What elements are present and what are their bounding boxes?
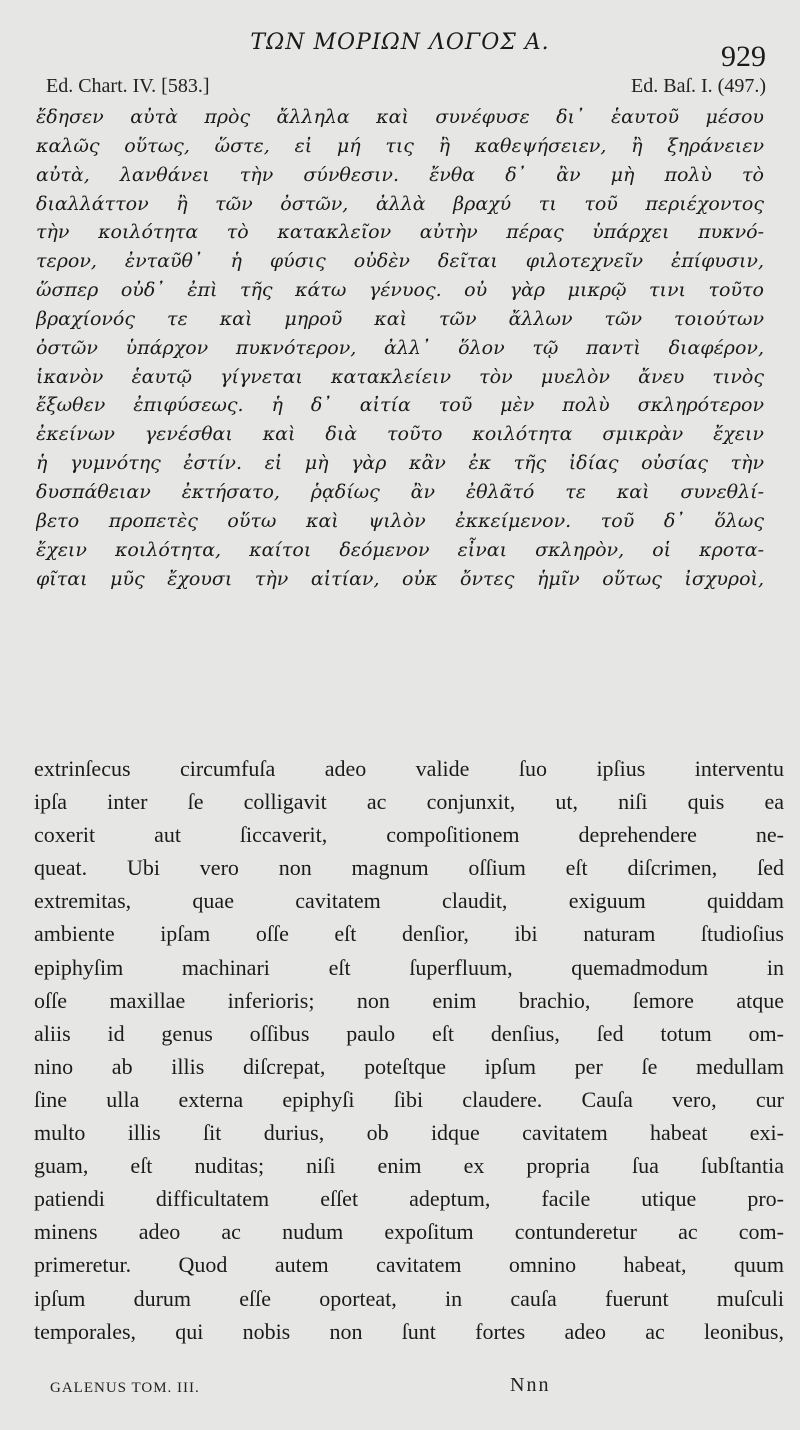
latin-line: multo illis ſit durius, ob idque cavitatem habeat exi- bbox=[34, 1120, 784, 1146]
latin-line: ſine ulla externa epiphyſi ſibi claudere. Cauſa vero, cur bbox=[34, 1086, 784, 1112]
latin-line: extremitas, quae cavitatem claudit, exiguum quiddam bbox=[34, 888, 784, 914]
latin-line: extrinſecus circumfuſa adeo valide ſuo ipſius interventu bbox=[34, 756, 784, 781]
latin-text-block bbox=[34, 752, 784, 1348]
greek-line: βετο προπετὲς οὕτω καὶ ψιλὸν ἐκκείμενον. τοῦ δ᾽ ὅλως bbox=[36, 509, 764, 532]
latin-line: oſſe maxillae inferioris; non enim brachio, ſemore atque bbox=[34, 987, 784, 1013]
latin-line: primeretur. Quod autem cavitatem omnino habeat, quum bbox=[34, 1252, 784, 1278]
greek-line: ἔξωθεν ἐπιφύσεως. ἡ δ᾽ αἰτία τοῦ μὲν πολὺ σκληρότερον bbox=[36, 394, 764, 417]
latin-line: nino ab illis diſcrepat, poteſtque ipſum per ſe medullam bbox=[34, 1053, 784, 1079]
latin-line: coxerit aut ſiccaverit, compoſitionem deprehendere ne- bbox=[34, 822, 784, 848]
greek-line: ὀστῶν ὑπάρχον πυκνότερον, ἀλλ᾽ ὅλον τῷ παντὶ διαφέρον, bbox=[36, 336, 764, 359]
running-head: ΤΩΝ ΜΟΡΙΩΝ ΛΟΓΟΣ Α. bbox=[250, 30, 550, 55]
latin-line: patiendi difficultatem eſſet adeptum, facile utique pro- bbox=[34, 1186, 784, 1212]
page-number: 929 bbox=[721, 40, 766, 73]
latin-line: guam, eſt nuditas; niſi enim ex propria ſua ſubſtantia bbox=[34, 1153, 784, 1179]
greek-text-block bbox=[36, 103, 764, 593]
greek-line: ἐκείνων γενέσθαι καὶ διὰ τοῦτο κοιλότητα σμικρὰν ἔχειν bbox=[36, 423, 764, 446]
edition-reference-right: Ed. Baſ. I. (497.) bbox=[631, 75, 766, 97]
greek-line: φῖται μῦς ἔχουσι τὴν αἰτίαν, οὐκ ὄντες ἡμῖν οὕτως ἰσχυροὶ, bbox=[36, 567, 764, 590]
greek-line: τὴν κοιλότητα τὸ κατακλεῖον αὐτὴν πέρας ὑπάρχει πυκνό- bbox=[36, 221, 764, 244]
greek-line: αὐτὰ, λανθάνει τὴν σύνθεσιν. ἔνθα δ᾽ ἂν μὴ πολὺ τὸ bbox=[36, 163, 764, 186]
latin-line: ipſa inter ſe colligavit ac conjunxit, ut, niſi quis ea bbox=[34, 789, 784, 815]
signature-line: GALENUS TOM. III. bbox=[50, 1380, 200, 1396]
signature-mark: Nnn bbox=[510, 1374, 551, 1396]
edition-reference-left: Ed. Chart. IV. [583.] bbox=[46, 75, 210, 97]
latin-line: queat. Ubi vero non magnum oſſium eſt diſcrimen, ſed bbox=[34, 855, 784, 881]
latin-line: temporales, qui nobis non ſunt fortes adeo ac leonibus, bbox=[34, 1318, 784, 1344]
greek-line: δυσπάθειαν ἐκτήσατο, ῥᾳδίως ἂν ἐθλᾶτό τε καὶ συνεθλί- bbox=[36, 480, 764, 503]
greek-line: καλῶς οὕτως, ὥστε, εἰ μή τις ἢ καθεψήσειεν, ἢ ξηράνειεν bbox=[36, 134, 764, 157]
latin-line: minens adeo ac nudum expoſitum contunderetur ac com- bbox=[34, 1219, 784, 1245]
latin-line: ipſum durum eſſe oporteat, in cauſa fuerunt muſculi bbox=[34, 1285, 784, 1311]
latin-line: ambiente ipſam oſſe eſt denſior, ibi naturam ſtudioſius bbox=[34, 921, 784, 947]
greek-line: διαλλάττον ἢ τῶν ὀστῶν, ἀλλὰ βραχύ τι τοῦ περιέχοντος bbox=[36, 192, 764, 215]
greek-line: τερον, ἐνταῦθ᾽ ἡ φύσις οὐδὲν δεῖται φιλοτεχνεῖν ἐπίφυσιν, bbox=[36, 250, 764, 273]
greek-line: ἱκανὸν ἑαυτῷ γίγνεται κατακλείειν τὸν μυελὸν ἄνευ τινὸς bbox=[36, 365, 764, 388]
greek-line: ἔδησεν αὐτὰ πρὸς ἄλληλα καὶ συνέφυσε δι᾽ ἑαυτοῦ μέσου bbox=[36, 106, 764, 128]
greek-line: ἡ γυμνότης ἐστίν. εἰ μὴ γὰρ κἂν ἐκ τῆς ἰδίας οὐσίας τὴν bbox=[36, 452, 764, 475]
latin-line: aliis id genus oſſibus paulo eſt denſius, ſed totum om- bbox=[34, 1020, 784, 1046]
greek-line: ἔχειν κοιλότητα, καίτοι δεόμενον εἶναι σκληρὸν, οἱ κροτα- bbox=[36, 538, 764, 561]
greek-line: ὥσπερ οὐδ᾽ ἐπὶ τῆς κάτω γένυος. οὐ γὰρ μικρῷ τινι τοῦτο bbox=[36, 279, 764, 302]
latin-line: epiphyſim machinari eſt ſuperfluum, quemadmodum in bbox=[34, 954, 784, 980]
greek-line: βραχίονός τε καὶ μηροῦ καὶ τῶν ἄλλων τῶν τοιούτων bbox=[36, 307, 764, 330]
